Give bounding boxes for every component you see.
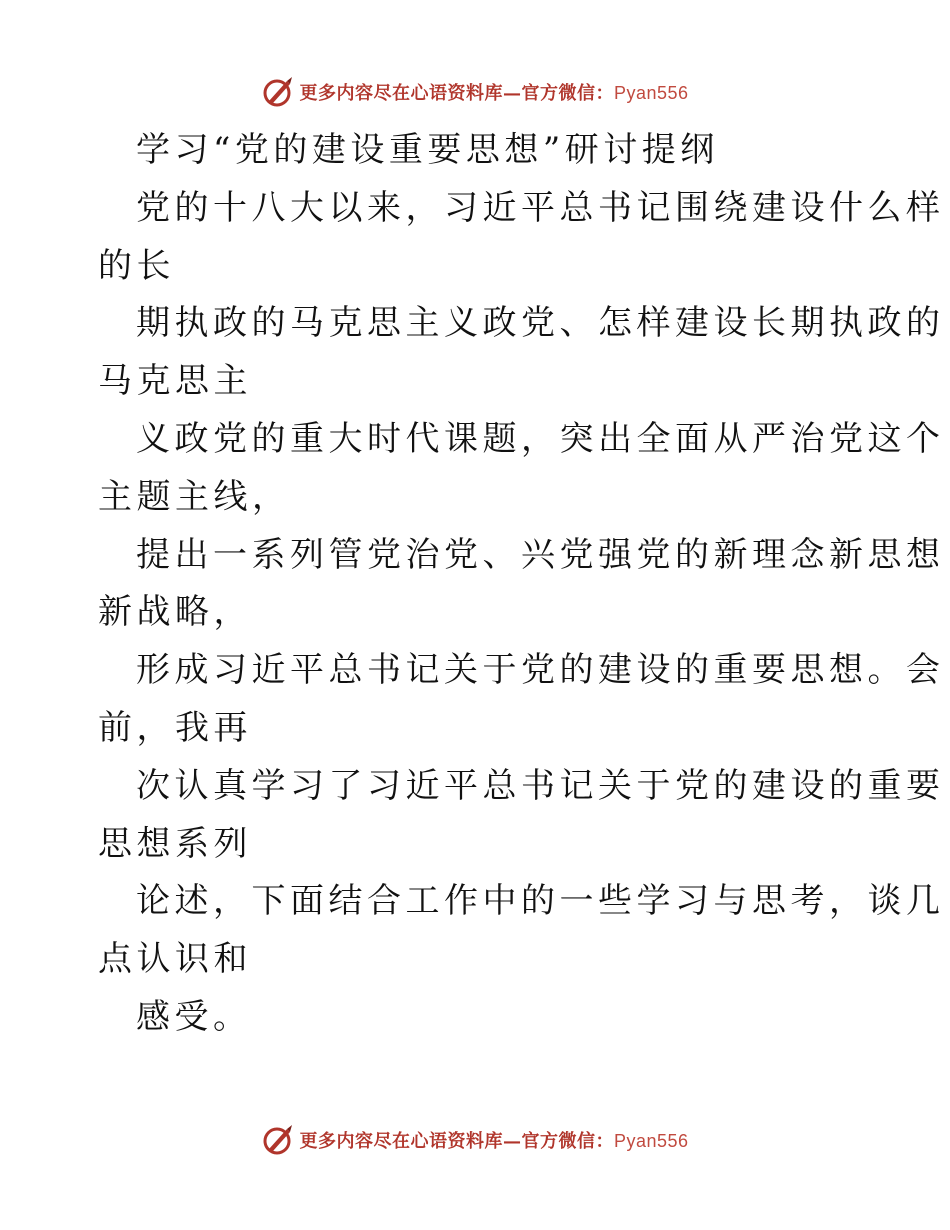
text-line: 思想系列	[98, 823, 252, 864]
document-title: 学习“党的建设重要思想”研讨提纲	[136, 130, 719, 170]
text-line: 义政党的重大时代课题，突出全面从严治党这个	[136, 418, 945, 459]
footer-watermark	[0, 1120, 950, 1160]
text-line: 次认真学习了习近平总书记关于党的建设的重要	[136, 765, 945, 806]
header-watermark	[0, 72, 950, 112]
text-line: 形成习近平总书记关于党的建设的重要思想。会	[136, 650, 945, 691]
text-line: 论述，下面结合工作中的一些学习与思考，谈几	[136, 881, 945, 922]
text-line: 新战略，	[98, 592, 252, 633]
text-line: 提出一系列管党治党、兴党强党的新理念新思想	[136, 534, 945, 575]
watermark-handle: Pyan556	[613, 1131, 689, 1151]
quill-pen-icon	[261, 75, 295, 109]
text-line: 期执政的马克思主义政党、怎样建设长期执政的	[136, 303, 945, 344]
document-body	[98, 122, 945, 1047]
text-line: 前，我再	[98, 707, 252, 748]
text-line: 感受。	[136, 996, 252, 1037]
text-line: 的长	[98, 245, 175, 286]
watermark-text: 更多内容尽在心语资料库—官方微信：Pyan556	[299, 1131, 689, 1152]
text-line: 点认识和	[98, 939, 252, 980]
text-line: 党的十八大以来，习近平总书记围绕建设什么样	[136, 187, 945, 228]
quill-pen-icon	[261, 1123, 295, 1157]
text-line: 主题主线，	[98, 476, 291, 517]
watermark-text: 更多内容尽在心语资料库—官方微信：Pyan556	[299, 83, 689, 104]
watermark-handle: Pyan556	[613, 83, 689, 103]
text-line: 马克思主	[98, 361, 252, 402]
